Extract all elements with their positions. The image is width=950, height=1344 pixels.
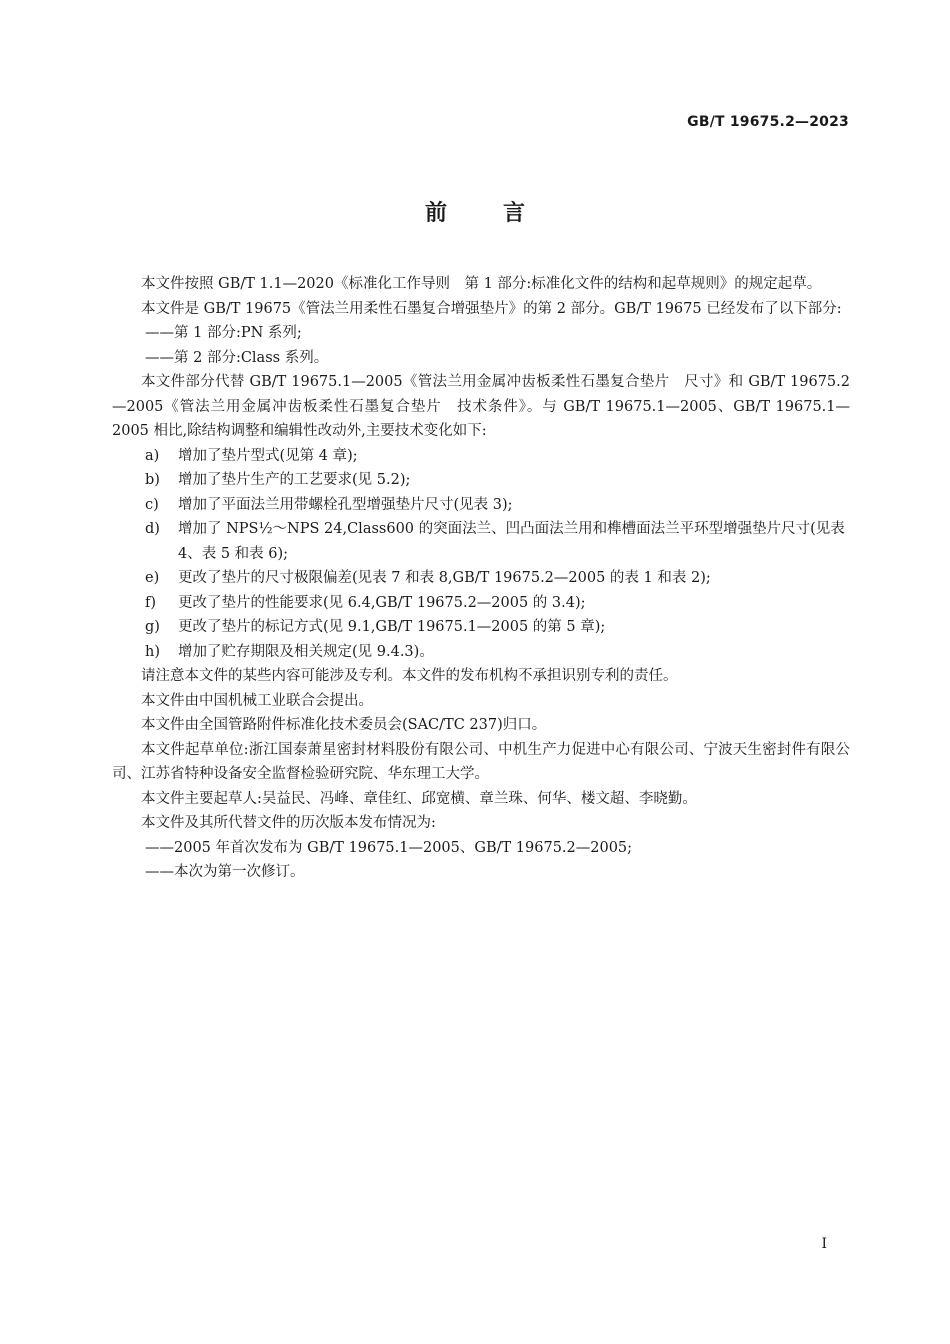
list-item-history-2005: ——2005 年首次发布为 GB/T 19675.1—2005、GB/T 19675.2—2005; xyxy=(145,839,633,856)
change-marker: b) xyxy=(145,472,160,488)
change-text: 增加了 NPS½～NPS 24,Class600 的突面法兰、凹凸面法兰用和榫槽面法兰平环型增强垫片尺寸(见表 4、表 5 和表 6); xyxy=(178,521,845,562)
paragraph-series-parts: 本文件是 GB/T 19675《管法兰用柔性石墨复合增强垫片》的第 2 部分。GB/T 19675 已经发布了以下部分: xyxy=(141,300,842,317)
change-marker: e) xyxy=(145,570,160,586)
foreword-body xyxy=(112,272,850,885)
change-item-h xyxy=(112,640,850,665)
paragraph-drafting-organizations: 本文件起草单位:浙江国泰萧星密封材料股份有限公司、中机生产力促进中心有限公司、宁波天生密封件有限公司、江苏省特种设备安全监督检验研究院、华东理工大学。 xyxy=(112,741,850,782)
paragraph-drafters: 本文件主要起草人:吴益民、冯峰、章佳红、邱宽横、章兰珠、何华、楼文超、李晓勤。 xyxy=(141,790,697,807)
change-text: 更改了垫片的标记方式(见 9.1,GB/T 19675.1—2005 的第 5 章); xyxy=(178,619,606,635)
change-marker: g) xyxy=(145,619,160,635)
standard-code: GB/T 19675.2—2023 xyxy=(687,114,849,130)
change-text: 增加了贮存期限及相关规定(见 9.4.3)。 xyxy=(178,643,434,660)
change-text: 增加了垫片型式(见第 4 章); xyxy=(178,447,358,464)
change-item-d xyxy=(112,517,850,566)
page-title: 前言 xyxy=(424,201,581,226)
change-item-c xyxy=(112,493,850,518)
change-item-e xyxy=(112,566,850,591)
paragraph-patent-notice: 请注意本文件的某些内容可能涉及专利。本文件的发布机构不承担识别专利的责任。 xyxy=(141,668,678,684)
change-marker: f) xyxy=(145,594,157,611)
change-marker: c) xyxy=(145,496,159,513)
change-text: 增加了垫片生产的工艺要求(见 5.2); xyxy=(178,472,411,488)
page-number: I xyxy=(821,1236,827,1252)
paragraph-history-intro: 本文件及其所代替文件的历次版本发布情况为: xyxy=(141,815,436,831)
paragraph-replacement: 本文件部分代替 GB/T 19675.1—2005《管法兰用金属冲齿板柔性石墨复合垫片 尺寸》和 GB/T 19675.2—2005《管法兰用金属冲齿板柔性石墨复合垫片 技术条件》。与 GB/T 19675.1—2005、GB/T 19675.1—2005 相比,除结构调整和编辑性改动外,主要技术变化如下: xyxy=(112,374,850,439)
change-text: 更改了垫片的尺寸极限偏差(见表 7 和表 8,GB/T 19675.2—2005 的表 1 和表 2); xyxy=(178,570,711,586)
list-item-part-1: ——第 1 部分:PN 系列; xyxy=(145,325,302,341)
list-item-history-current: ——本次为第一次修订。 xyxy=(145,864,305,880)
change-text: 增加了平面法兰用带螺栓孔型增强垫片尺寸(见表 3); xyxy=(178,496,513,513)
list-item-part-2: ——第 2 部分:Class 系列。 xyxy=(145,349,329,366)
paragraph-proposed-by: 本文件由中国机械工业联合会提出。 xyxy=(141,692,373,709)
change-text: 更改了垫片的性能要求(见 6.4,GB/T 19675.2—2005 的 3.4); xyxy=(178,594,586,611)
change-item-b xyxy=(112,468,850,493)
change-item-a xyxy=(112,444,850,469)
paragraph-under-jurisdiction: 本文件由全国管路附件标准化技术委员会(SAC/TC 237)归口。 xyxy=(141,717,547,733)
change-item-f xyxy=(112,591,850,616)
change-marker: d) xyxy=(145,521,160,537)
change-marker: h) xyxy=(145,643,160,660)
paragraph-drafting-rules: 本文件按照 GB/T 1.1—2020《标准化工作导则 第 1 部分:标准化文件的结构和起草规则》的规定起草。 xyxy=(141,276,822,292)
change-marker: a) xyxy=(145,447,160,464)
change-item-g xyxy=(112,615,850,640)
